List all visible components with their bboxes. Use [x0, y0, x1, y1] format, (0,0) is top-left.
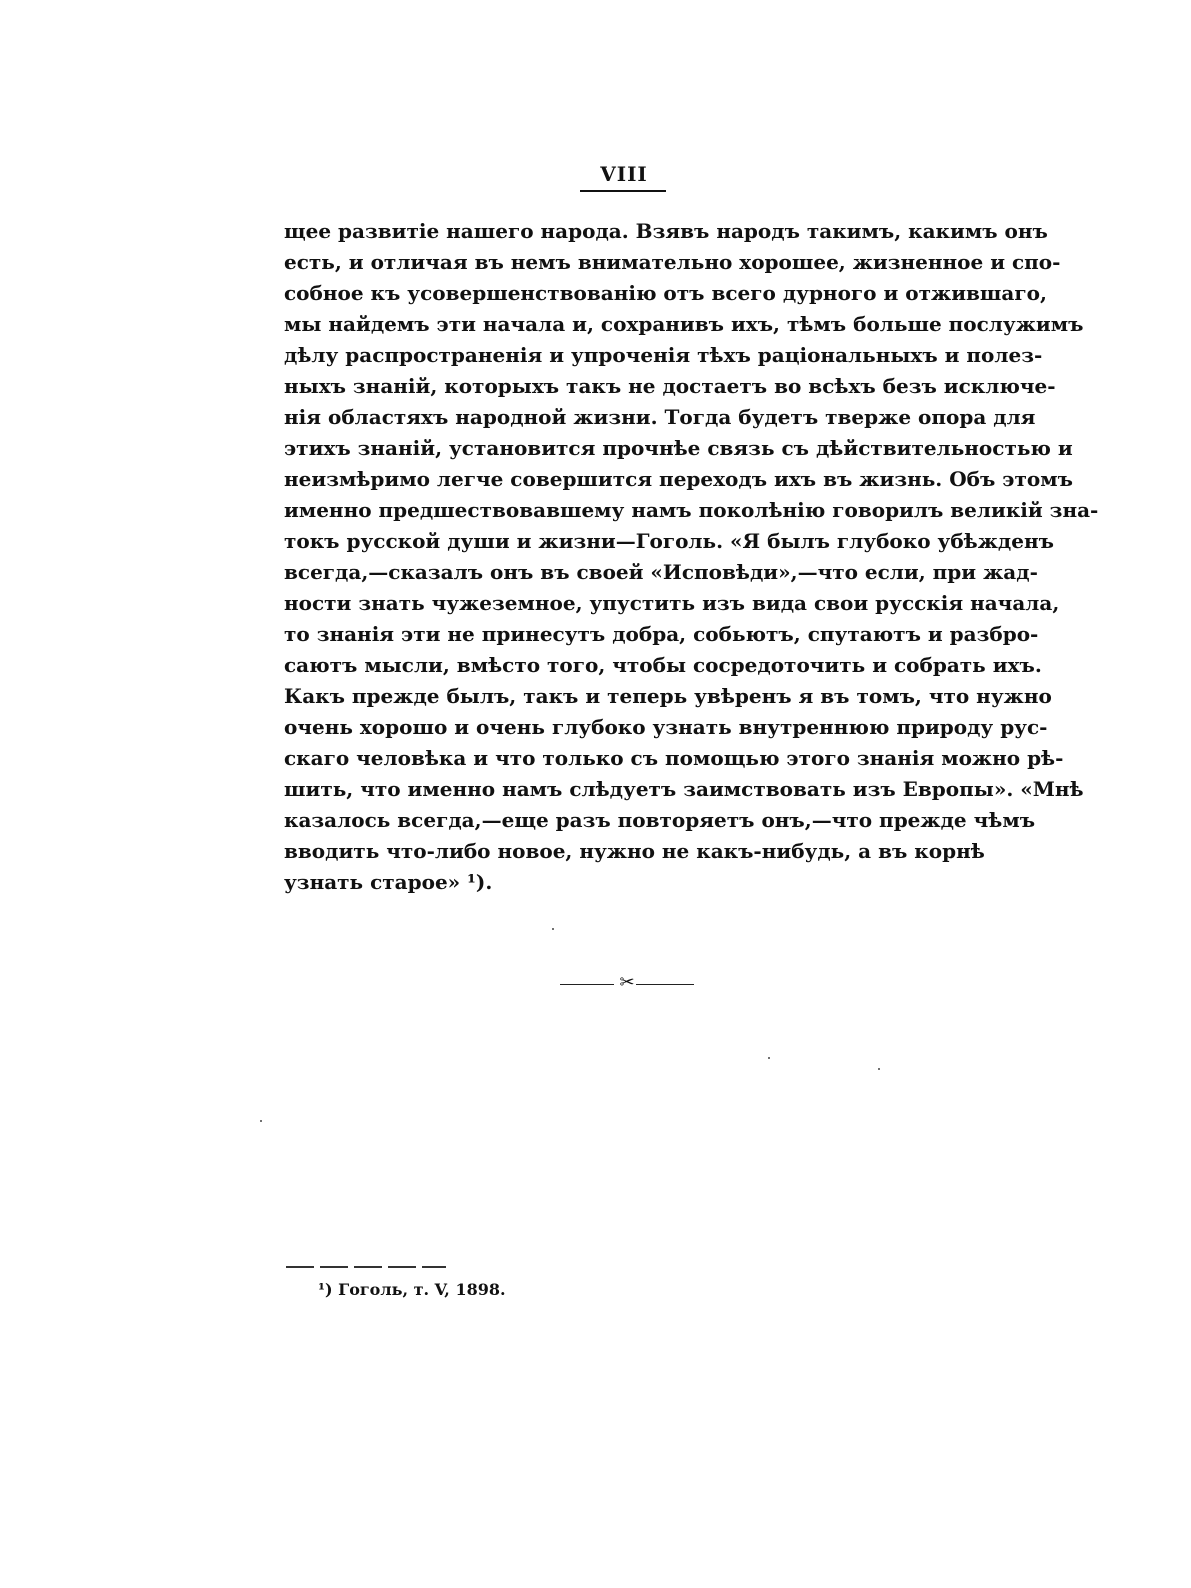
- text-line: есть, и отличая въ немъ внимательно хорошее, жизненное и спо-: [284, 250, 1061, 274]
- text-line: именно предшествовавшему намъ поколѣнію говорилъ великій зна-: [284, 498, 1099, 522]
- text-line: неизмѣримо легче совершится переходъ ихъ въ жизнь. Объ этомъ: [284, 467, 1073, 491]
- text-line: ныхъ знаній, которыхъ такъ не достаетъ во всѣхъ безъ исключе-: [284, 374, 1056, 398]
- ornament-line-left: [560, 984, 614, 985]
- text-line: то знанія эти не принесутъ добра, собьютъ, спутаютъ и разбро-: [284, 622, 1039, 646]
- text-line: ности знать чужеземное, упустить изъ вида свои русскія начала,: [284, 591, 1060, 615]
- text-line: шить, что именно намъ слѣдуетъ заимствовать изъ Европы». «Мнѣ: [284, 777, 1084, 801]
- page-number-rule: [580, 190, 666, 192]
- section-end-ornament: [560, 972, 694, 993]
- ornament-icon: ✂: [619, 972, 635, 993]
- body-text: [284, 216, 1099, 898]
- text-line: токъ русской души и жизни—Гоголь. «Я былъ глубоко убѣжденъ: [284, 529, 1054, 553]
- text-line: нія областяхъ народной жизни. Тогда будетъ тверже опора для: [284, 405, 1036, 429]
- text-line: очень хорошо и очень глубоко узнать внутреннюю природу рус-: [284, 715, 1048, 739]
- footnote-rule: [286, 1266, 446, 1268]
- print-speck: [552, 928, 554, 930]
- print-speck: [260, 1120, 262, 1122]
- page-number: VIII: [600, 162, 648, 186]
- print-speck: [768, 1057, 770, 1059]
- print-speck: [878, 1068, 880, 1070]
- text-line: дѣлу распространенія и упроченія тѣхъ раціональныхъ и полез-: [284, 343, 1043, 367]
- text-line: саютъ мысли, вмѣсто того, чтобы сосредоточить и собрать ихъ.: [284, 653, 1042, 677]
- text-line: узнать старое» ¹).: [284, 870, 493, 894]
- text-line: собное къ усовершенствованію отъ всего дурного и отжившаго,: [284, 281, 1047, 305]
- text-line: всегда,—сказалъ онъ въ своей «Исповѣди»,—что если, при жад-: [284, 560, 1038, 584]
- text-line: скаго человѣка и что только съ помощью этого знанія можно рѣ-: [284, 746, 1064, 770]
- text-line: казалось всегда,—еще разъ повторяетъ онъ,—что прежде чѣмъ: [284, 808, 1036, 832]
- ornament-line-right: [636, 984, 694, 985]
- text-line: этихъ знаній, установится прочнѣе связь съ дѣйствительностью и: [284, 436, 1073, 460]
- text-line: вводить что-либо новое, нужно не какъ-нибудь, а въ корнѣ: [284, 839, 985, 863]
- text-line: мы найдемъ эти начала и, сохранивъ ихъ, тѣмъ больше послужимъ: [284, 312, 1084, 336]
- text-line: щее развитіе нашего народа. Взявъ народъ такимъ, какимъ онъ: [284, 219, 1048, 243]
- footnote: ¹) Гоголь, т. V, 1898.: [318, 1280, 506, 1299]
- text-line: Какъ прежде былъ, такъ и теперь увѣренъ я въ томъ, что нужно: [284, 684, 1052, 708]
